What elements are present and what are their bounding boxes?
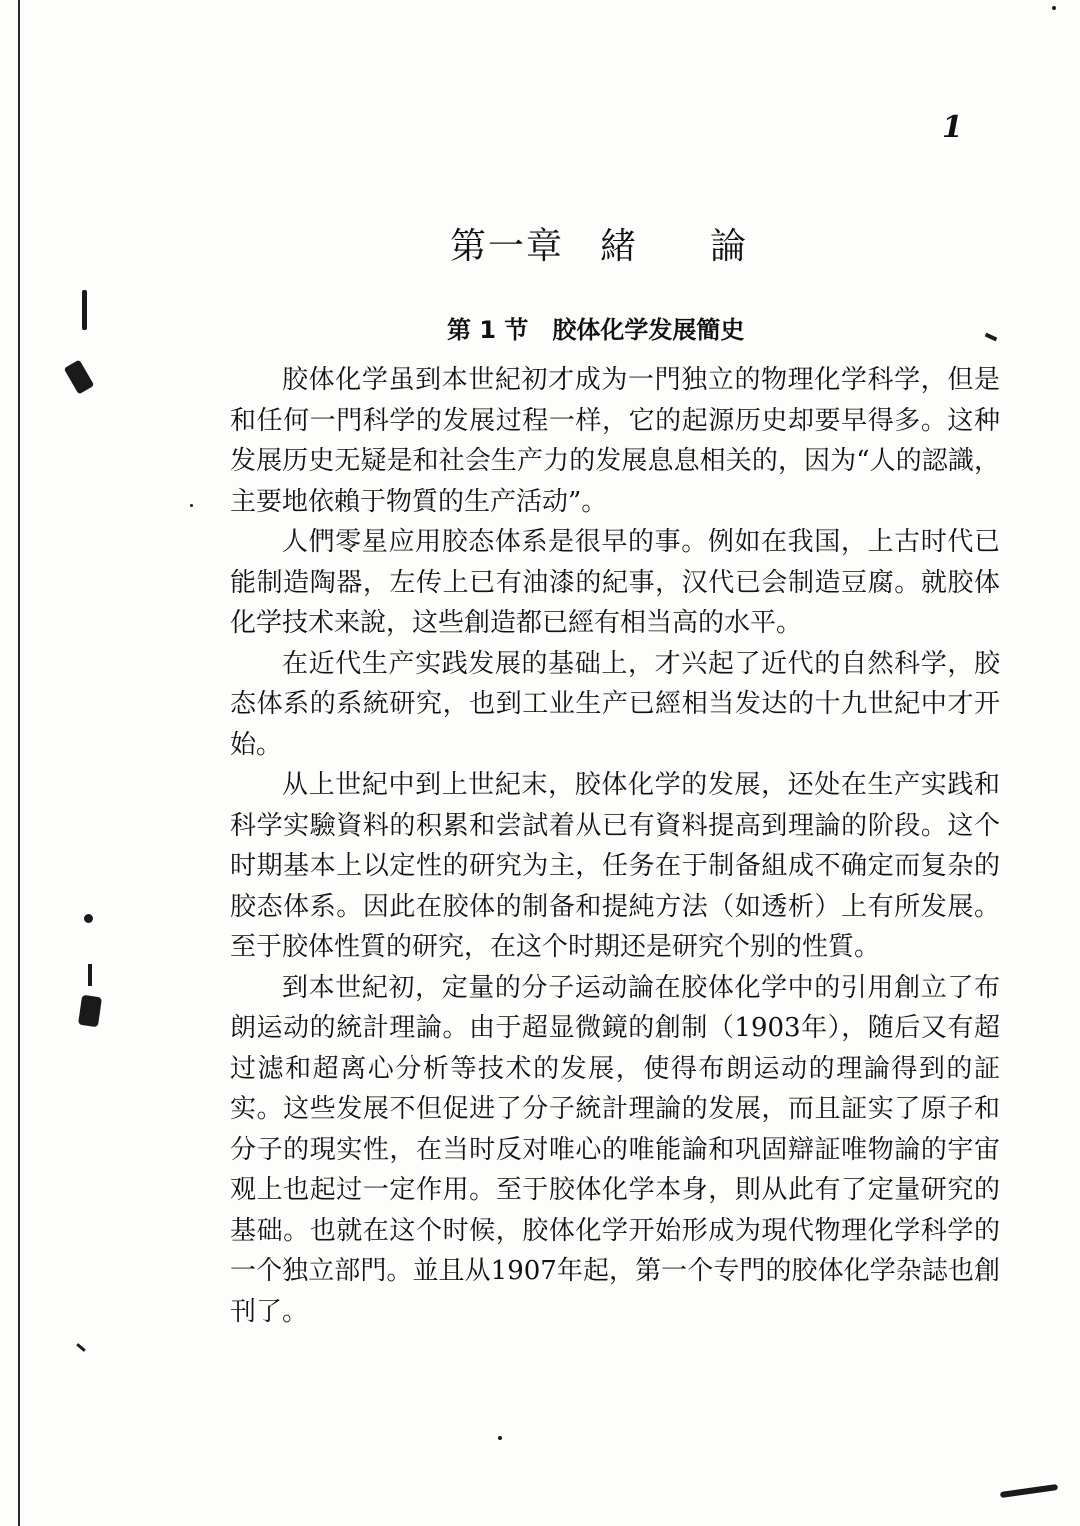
paragraph: 人們零星应用胶态体系是很早的事。例如在我国，上古时代已能制造陶器，左传上已有油漆的紀事，汉代已会制造豆腐。就胶体化学技术来說，这些創造都已經有相当高的水平。 bbox=[230, 527, 1000, 638]
paragraph: 胶体化学虽到本世紀初才成为一門独立的物理化学科学，但是和任何一門科学的发展过程一样，它的起源历史却要早得多。这种发展历史无疑是和社会生产力的发展息息相关的，因为“人的認識，主要地依賴于物質的生产活动”。 bbox=[230, 365, 1000, 517]
paragraph: 从上世紀中到上世紀末，胶体化学的发展，还处在生产实践和科学实驗資料的积累和尝試着从已有資料提高到理論的阶段。这个时期基本上以定性的研究为主，任务在于制备組成不确定而复杂的胶态体系。因此在胶体的制备和提純方法（如透析）上有所发展。至于胶体性質的研究，在这个时期还是研究个别的性質。 bbox=[230, 770, 1000, 962]
page-number: 1 bbox=[942, 110, 963, 145]
paragraph: 到本世紀初，定量的分子运动論在胶体化学中的引用創立了布朗运动的統計理論。由于超显微鏡的創制（1903年），随后又有超过滤和超离心分析等技术的发展，使得布朗运动的理論得到的証实。这些发展不但促进了分子統計理論的发展，而且証实了原子和分子的現实性，在当时反对唯心的唯能論和巩固辯証唯物論的宇宙观上也起过一定作用。至于胶体化学本身，則从此有了定量研究的基础。也就在这个时候，胶体化学开始形成为現代物理化学科学的一个独立部門。並且从1907年起，第一个专門的胶体化学杂誌也創刊了。 bbox=[230, 972, 1000, 1327]
chapter-label: 第一章 bbox=[450, 226, 565, 267]
section-number: 第 1 节 bbox=[447, 316, 529, 344]
scan-artifact bbox=[190, 504, 193, 507]
scan-artifact bbox=[498, 1436, 502, 1440]
scan-artifact bbox=[1052, 6, 1056, 10]
page-binding-edge bbox=[18, 0, 20, 1526]
scan-artifact bbox=[76, 1343, 86, 1352]
chapter-title-part1: 緒 bbox=[600, 226, 639, 267]
section-title: 胶体化学发展簡史 bbox=[552, 316, 745, 344]
scan-artifact bbox=[64, 360, 95, 395]
scan-artifact bbox=[985, 333, 998, 342]
chapter-title-part2: 論 bbox=[710, 226, 749, 267]
section-heading bbox=[447, 310, 744, 345]
scan-artifact bbox=[1000, 1484, 1058, 1498]
scan-artifact bbox=[78, 995, 102, 1027]
chapter-title bbox=[450, 218, 748, 269]
scan-artifact bbox=[88, 964, 92, 986]
scan-artifact bbox=[84, 914, 93, 923]
paragraph: 在近代生产实践发展的基础上，才兴起了近代的自然科学，胶态体系的系統研究，也到工业生产已經相当发达的十九世紀中才开始。 bbox=[230, 648, 1000, 760]
body-text bbox=[230, 360, 1000, 1332]
scan-artifact bbox=[82, 290, 87, 330]
